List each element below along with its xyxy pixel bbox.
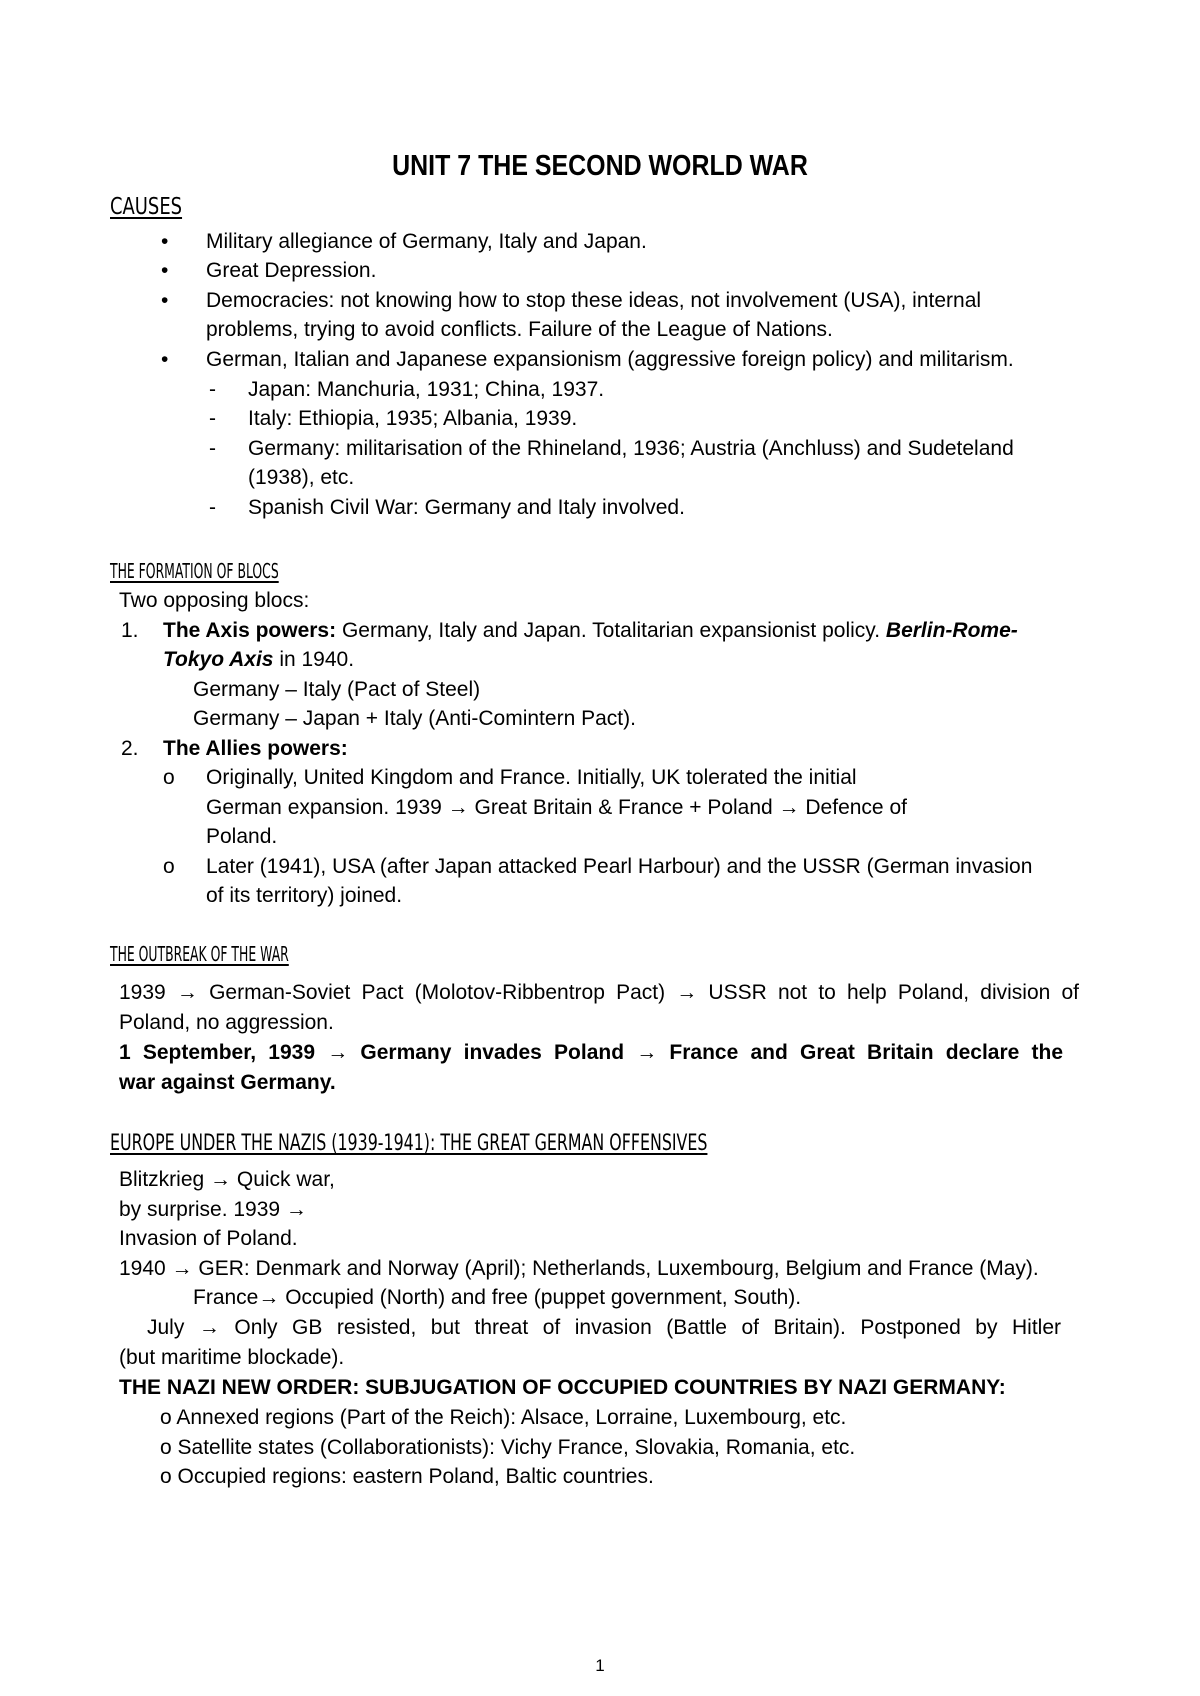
europe-line-7: (but maritime blockade). <box>119 1346 345 1369</box>
causes-item-1: Military allegiance of Germany, Italy and Japan. <box>206 230 647 253</box>
axis-year: in 1940. <box>273 648 355 671</box>
axis-pact-steel: Germany – Italy (Pact of Steel) <box>193 678 481 701</box>
bullet-marker: • <box>161 348 169 371</box>
causes-item-2: Great Depression. <box>206 259 377 282</box>
causes-subitem-3-cont: (1938), etc. <box>248 466 355 489</box>
axis-pact-comintern: Germany – Japan + Italy (Anti-Comintern Pact). <box>193 707 636 730</box>
dash-marker: - <box>209 407 216 430</box>
nazi-new-order-heading: THE NAZI NEW ORDER: SUBJUGATION OF OCCUPIED COUNTRIES BY NAZI GERMANY: <box>119 1376 1006 1399</box>
region-satellite: o Satellite states (Collaborationists): Vichy France, Slovakia, Romania, etc. <box>160 1436 856 1459</box>
axis-powers-text: Germany, Italy and Japan. Totalitarian expansionist policy. <box>336 619 886 642</box>
blocs-intro: Two opposing blocs: <box>119 589 310 612</box>
region-annexed: o Annexed regions (Part of the Reich): Alsace, Lorraine, Luxembourg, etc. <box>160 1406 847 1429</box>
causes-item-3: Democracies: not knowing how to stop these ideas, not involvement (USA), internal <box>206 289 982 312</box>
axis-name-part2: Tokyo Axis <box>163 648 274 671</box>
causes-heading: CAUSES <box>110 194 183 220</box>
causes-item-4: German, Italian and Japanese expansionism (aggressive foreign policy) and militarism. <box>206 348 1014 371</box>
axis-name-part1: Berlin-Rome- <box>885 619 1018 642</box>
europe-line-1: Blitzkrieg → Quick war, <box>119 1168 335 1191</box>
blocs-heading: THE FORMATION OF BLOCS <box>110 559 279 583</box>
europe-heading: EUROPE UNDER THE NAZIS (1939-1941): THE GREAT GERMAN OFFENSIVES <box>110 1131 708 1156</box>
axis-powers-line-2 <box>163 645 354 674</box>
causes-subitem-3: Germany: militarisation of the Rhineland, 1936; Austria (Anchluss) and Sudeteland <box>248 437 1014 460</box>
outbreak-line-1: 1939 → German-Soviet Pact (Molotov-Ribbentrop Pact) → USSR not to help Poland, division of <box>119 981 1079 1004</box>
number-marker: 2. <box>121 737 139 760</box>
axis-powers-line <box>163 616 1018 645</box>
page-number: 1 <box>595 1656 605 1675</box>
axis-powers-label: The Axis powers: <box>163 619 337 642</box>
bullet-marker: • <box>161 289 169 312</box>
causes-subitem-1: Japan: Manchuria, 1931; China, 1937. <box>248 378 605 401</box>
causes-item-3-cont: problems, trying to avoid conflicts. Failure of the League of Nations. <box>206 318 833 341</box>
allies-item-1-cont: German expansion. 1939 → Great Britain & France + Poland → Defence of <box>206 796 907 819</box>
dash-marker: - <box>209 437 216 460</box>
europe-line-3: Invasion of Poland. <box>119 1227 298 1250</box>
number-marker: 1. <box>121 619 139 642</box>
europe-line-2: by surprise. 1939 → <box>119 1198 307 1221</box>
dash-marker: - <box>209 378 216 401</box>
page-title: UNIT 7 THE SECOND WORLD WAR <box>392 150 808 182</box>
europe-line-4: 1940 → GER: Denmark and Norway (April); Netherlands, Luxembourg, Belgium and France (May). <box>119 1257 1039 1280</box>
dash-marker: - <box>209 496 216 519</box>
bullet-marker: • <box>161 230 169 253</box>
outbreak-line-3: 1 September, 1939 → Germany invades Poland → France and Great Britain declare the <box>119 1041 1063 1064</box>
causes-subitem-2: Italy: Ethiopia, 1935; Albania, 1939. <box>248 407 578 430</box>
outbreak-heading: THE OUTBREAK OF THE WAR <box>110 942 289 966</box>
europe-line-6: July → Only GB resisted, but threat of invasion (Battle of Britain). Postponed by Hitler <box>147 1316 1061 1339</box>
bullet-marker: • <box>161 259 169 282</box>
allies-item-2-cont: of its territory) joined. <box>206 884 403 907</box>
causes-subitem-4: Spanish Civil War: Germany and Italy involved. <box>248 496 685 519</box>
outbreak-line-4: war against Germany. <box>119 1071 336 1094</box>
allies-item-2: Later (1941), USA (after Japan attacked Pearl Harbour) and the USSR (German invasion <box>206 855 1033 878</box>
europe-line-5: France→ Occupied (North) and free (puppet government, South). <box>193 1286 802 1309</box>
region-occupied: o Occupied regions: eastern Poland, Baltic countries. <box>160 1465 654 1488</box>
allies-item-1: Originally, United Kingdom and France. Initially, UK tolerated the initial <box>206 766 857 789</box>
circle-marker: o <box>163 766 175 789</box>
outbreak-line-2: Poland, no aggression. <box>119 1011 334 1034</box>
allies-powers-label: The Allies powers: <box>163 737 348 760</box>
allies-item-1-cont2: Poland. <box>206 825 278 848</box>
circle-marker: o <box>163 855 175 878</box>
